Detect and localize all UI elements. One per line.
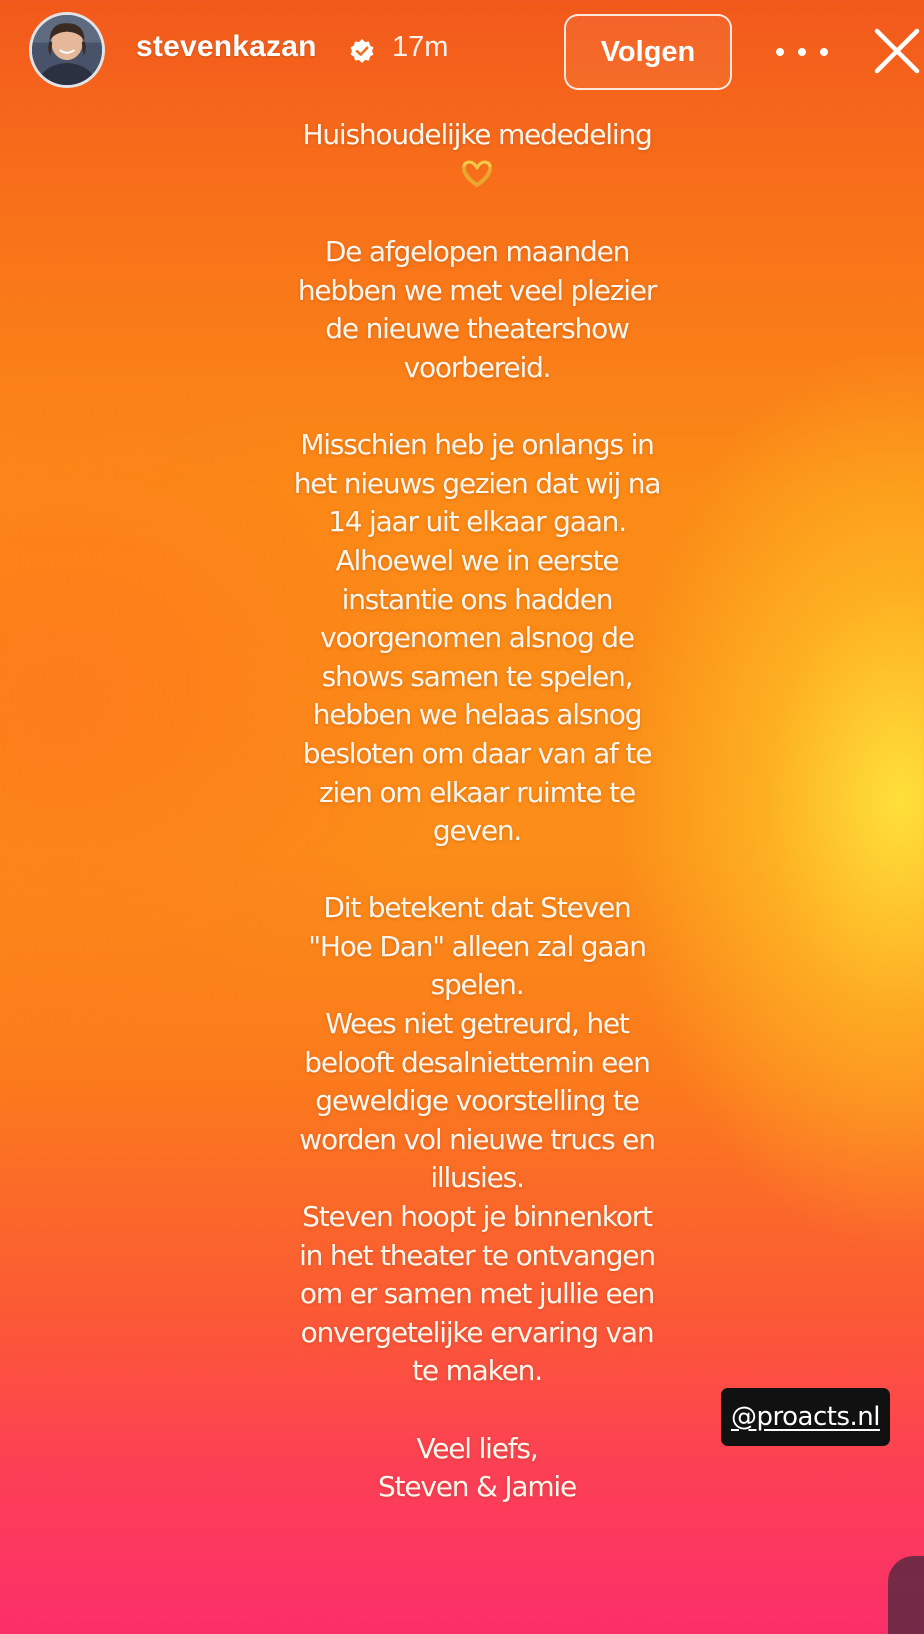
blank-line bbox=[262, 388, 692, 427]
story-text-line: Dit betekent dat Steven bbox=[323, 891, 631, 925]
username[interactable]: stevenkazan bbox=[136, 30, 317, 63]
story-text-line: belooft desalniettemin een bbox=[304, 1045, 650, 1079]
story-text-line: Steven & Jamie bbox=[377, 1470, 577, 1504]
story-text-line: geven. bbox=[432, 814, 522, 848]
mention-sticker[interactable]: @proacts.nl bbox=[721, 1388, 890, 1446]
dot bbox=[798, 48, 806, 56]
blank-line bbox=[262, 1391, 692, 1430]
story-text bbox=[262, 116, 692, 1507]
close-icon[interactable] bbox=[872, 26, 922, 76]
story-text-line: te maken. bbox=[412, 1354, 542, 1388]
post-time: 17m bbox=[392, 31, 449, 63]
story-text-line: de nieuwe theatershow bbox=[325, 312, 629, 346]
story-text-line: 14 jaar uit elkaar gaan. bbox=[328, 505, 626, 539]
dot bbox=[776, 48, 784, 56]
avatar[interactable] bbox=[29, 12, 105, 88]
story-text-line: voorgenomen alsnog de bbox=[320, 621, 634, 655]
story-text-line: illusies. bbox=[430, 1161, 524, 1195]
story-text-line: om er samen met jullie een bbox=[299, 1277, 655, 1311]
story-text-line: onvergetelijke ervaring van bbox=[300, 1315, 654, 1349]
story-text-line: zien om elkaar ruimte te bbox=[319, 775, 635, 809]
story-text-line: Wees niet getreurd, het bbox=[325, 1007, 629, 1041]
heart-hands-emoji-icon bbox=[262, 155, 692, 195]
story-text-line: Huishoudelijke mededeling bbox=[302, 118, 652, 151]
follow-button[interactable]: Volgen bbox=[564, 14, 732, 90]
reply-handle[interactable] bbox=[888, 1556, 924, 1634]
story-text-line: worden vol nieuwe trucs en bbox=[299, 1122, 655, 1156]
dot bbox=[820, 48, 828, 56]
story-text-line: besloten om daar van af te bbox=[302, 736, 652, 770]
more-options-icon[interactable] bbox=[776, 30, 828, 74]
story-text-line: het nieuws gezien dat wij na bbox=[293, 466, 661, 500]
blank-line bbox=[262, 195, 692, 234]
story-text-line: "Hoe Dan" alleen zal gaan bbox=[308, 929, 646, 963]
story-text-line: hebben we met veel plezier bbox=[297, 273, 657, 307]
story-text-line: spelen. bbox=[430, 968, 524, 1002]
story-text-line: Steven hoopt je binnenkort bbox=[302, 1200, 652, 1234]
story-text-line: De afgelopen maanden bbox=[324, 235, 630, 269]
story-header bbox=[0, 0, 924, 100]
story-text-line: voorbereid. bbox=[403, 350, 551, 384]
story-text-line: instantie ons hadden bbox=[341, 582, 613, 616]
story-text-line: geweldige voorstelling te bbox=[315, 1084, 639, 1118]
verified-badge-icon bbox=[349, 38, 375, 64]
story-text-line: Misschien heb je onlangs in bbox=[300, 428, 654, 462]
story-text-line: shows samen te spelen, bbox=[321, 659, 633, 693]
story-text-line: hebben we helaas alsnog bbox=[312, 698, 642, 732]
story-text-line: Veel liefs, bbox=[416, 1431, 538, 1465]
story-text-line: Alhoewel we in eerste bbox=[335, 543, 619, 577]
story-text-line: in het theater te ontvangen bbox=[299, 1238, 655, 1272]
blank-line bbox=[262, 851, 692, 890]
